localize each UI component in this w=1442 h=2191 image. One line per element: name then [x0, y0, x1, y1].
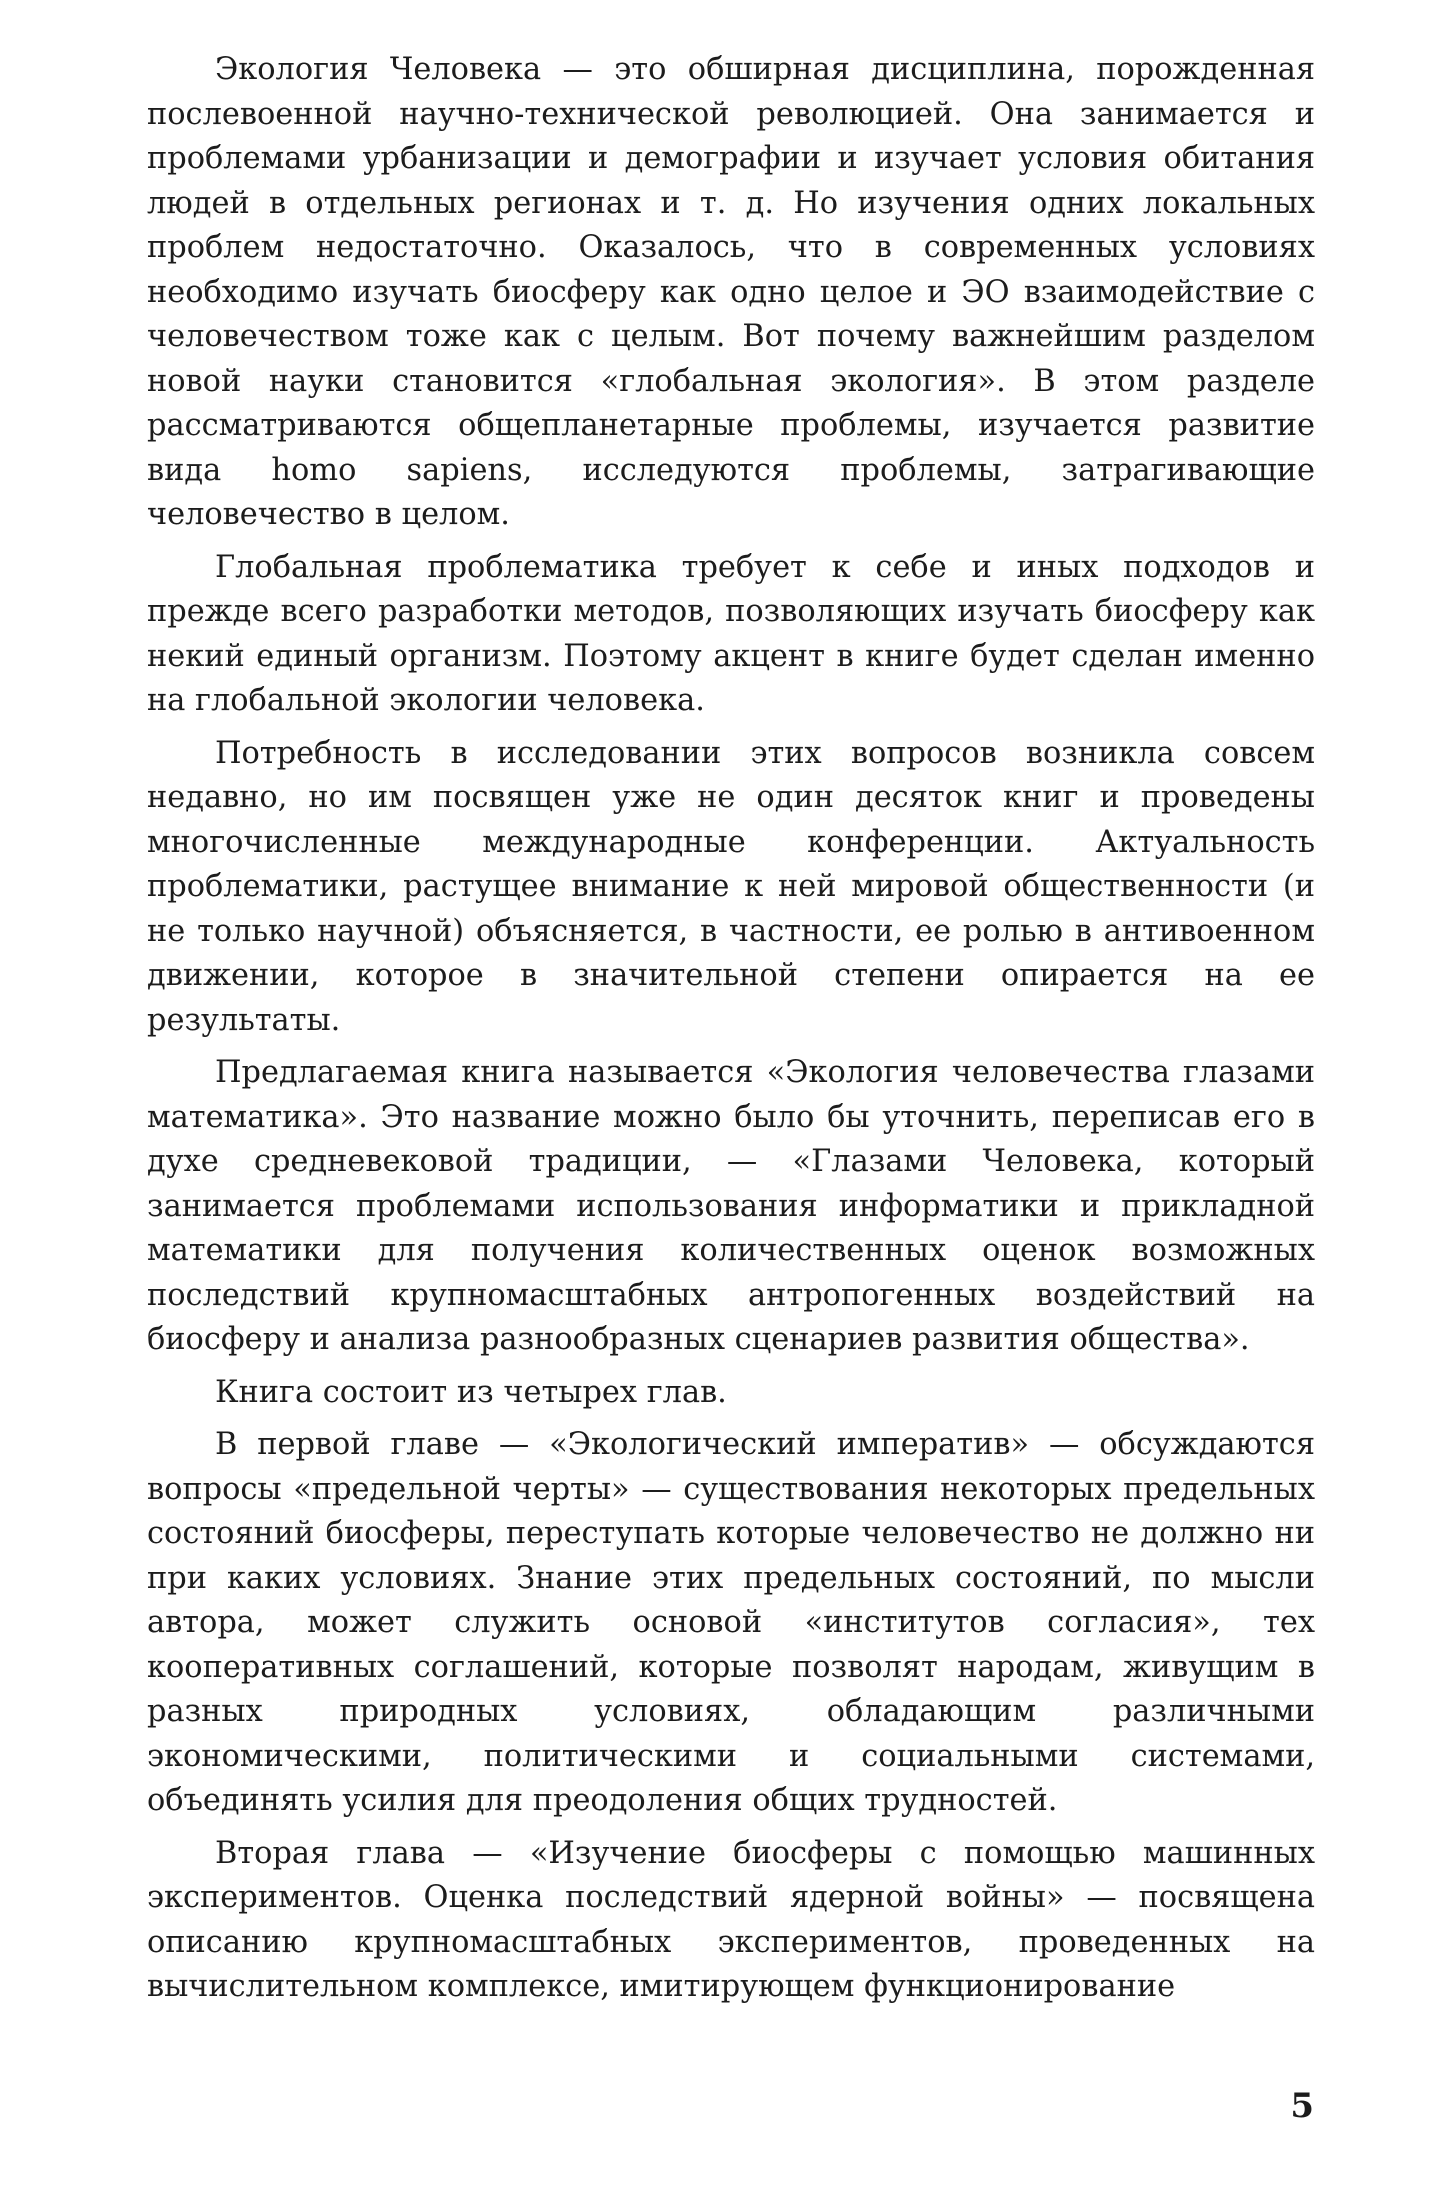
paragraph-four-chapters: Книга состоит из четырех глав. [215, 1374, 727, 1410]
paragraph-book-title: Предлагаемая книга называется «Экология человечества глазами математика». Это название можно было бы уточнить, переписав его в духе средневековой традиции, — «Глазами Человека, который занимается проблемами использования информатики и прикладной математики для получения количественных оценок возможных последствий крупномасштабных антропогенных воздействий на биосферу и анализа разнообразных сценариев развития общества». [147, 1055, 1315, 1357]
paragraph-chapter-two: Вторая глава — «Изучение биосферы с помощью машинных экспериментов. Оценка последствий ядерной войны» — посвящена описанию крупномасштабных экспериментов, проведенных на вычислительном комплексе, имитирующем функционирование [147, 1835, 1315, 2004]
paragraph-global-problems: Глобальная проблематика требует к себе и иных подходов и прежде всего разработки методов, позволяющих изучать биосферу как некий единый организм. Поэтому акцент в книге будет сделан именно на глобальной экологии человека. [147, 549, 1315, 718]
body-text [147, 48, 1315, 2010]
paragraph-chapter-one: В первой главе — «Экологический императив» — обсуждаются вопросы «предельной черты» — существования некоторых предельных состояний биосферы, переступать которые человечество не должно ни при каких условиях. Знание этих предельных состояний, по мысли автора, может служить основой «институтов согласия», тех кооперативных соглашений, которые позволят народам, живущим в разных природных условиях, обладающим различными экономическими, политическими и социальными системами, объединять усилия для преодоления общих трудностей. [147, 1427, 1315, 1818]
page-number: 5 [1290, 2086, 1314, 2126]
paragraph-human-ecology-intro: Экология Человека — это обширная дисциплина, порожденная послевоенной научно-технической революцией. Она занимается и проблемами урбанизации и демографии и изучает условия обитания людей в отдельных регионах и т. д. Но изучения одних локальных проблем недостаточно. Оказалось, что в современных условиях необходимо изучать биосферу как одно целое и ЭО взаимодействие с человечеством тоже как с целым. Вот почему важнейшим разделом новой науки становится «глобальная экология». В этом разделе рассматриваются общепланетарные проблемы, изучается развитие вида homo sapiens, исследуются проблемы, затрагивающие человечество в целом. [147, 52, 1315, 532]
paragraph-research-need: Потребность в исследовании этих вопросов возникла совсем недавно, но им посвящен уже не один десяток книг и проведены многочисленные международные конференции. Актуальность проблематики, растущее внимание к ней мировой общественности (и не только научной) объясняется, в частности, ее ролью в антивоенном движении, которое в значительной степени опирается на ее результаты. [147, 735, 1315, 1038]
